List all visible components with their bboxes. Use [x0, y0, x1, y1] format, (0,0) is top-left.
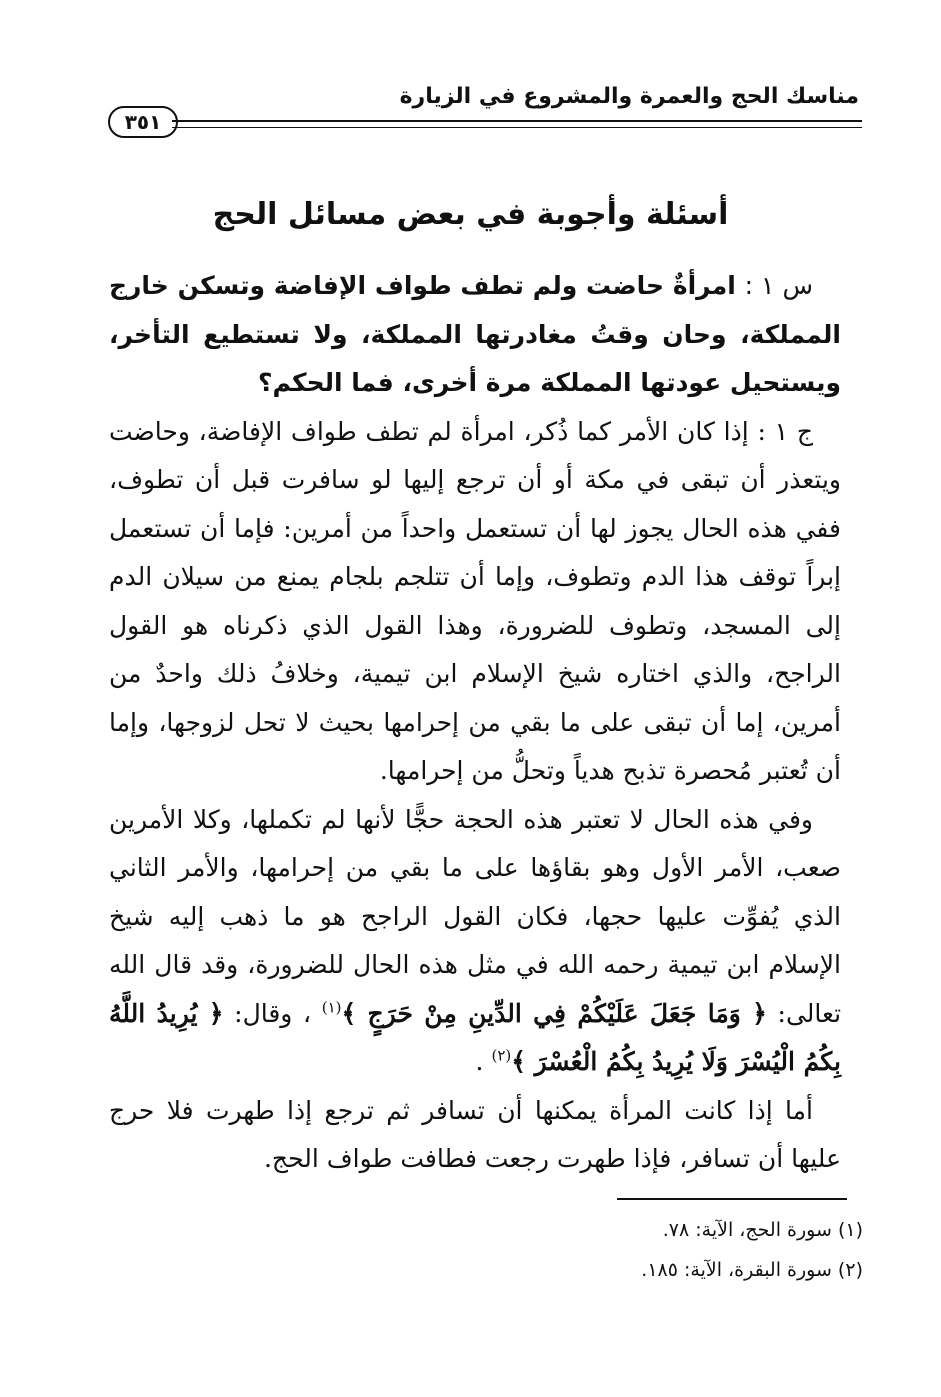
body-text: [109, 262, 841, 1184]
question-text: امرأةٌ حاضت ولم تطف طواف الإفاضة وتسكن خارج المملكة، وحان وقتُ مغادرتها المملكة، ولا تستطيع التأخر، ويستحيل عودتها المملكة مرة أخرى، فما الحكم؟: [109, 271, 841, 397]
answer-label: ج ١ :: [757, 416, 813, 446]
footnote-2: (٢) سورة البقرة، الآية: ١٨٥.: [641, 1259, 863, 1281]
quran-verse-2: ﴿ يُرِيدُ اللَّهُ بِكُمُ الْيُسْرَ وَلَا يُرِيدُ بِكُمُ الْعُسْرَ ﴾: [109, 998, 841, 1076]
question-paragraph: [109, 262, 841, 408]
answer-paragraph-2: [109, 796, 841, 1087]
running-title: مناسك الحج والعمرة والمشروع في الزيارة: [399, 84, 859, 109]
answer-text-2a: وفي هذه الحال لا تعتبر هذه الحجة حجًّا لأنها لم تكملها، وكلا الأمرين صعب، الأمر الأول وهو بقاؤها على ما بقي من إحرامها، والأمر الثاني الذي يُفوِّت عليها حجها، فكان القول الراجح هو ما ذهب إليه شيخ الإسلام ابن تيمية رحمه الله في مثل هذه الحال للضرورة، وقد قال الله تعالى:: [109, 804, 842, 1028]
question-label: س ١ :: [744, 271, 813, 300]
section-title: أسئلة وأجوبة في بعض مسائل الحج: [212, 197, 729, 232]
footnote-rule: [617, 1198, 847, 1200]
footnote-ref-1[interactable]: (١): [321, 998, 342, 1017]
footnote-ref-2[interactable]: (٢): [491, 1046, 512, 1065]
answer-paragraph-1: [109, 408, 841, 796]
footnote-1: (١) سورة الحج، الآية: ٧٨.: [662, 1219, 863, 1241]
page-number: ٣٥١: [108, 106, 178, 138]
quran-verse-1: ﴿ وَمَا جَعَلَ عَلَيْكُمْ فِي الدِّينِ مِنْ حَرَجٍ ﴾: [341, 998, 767, 1028]
answer-paragraph-3: [109, 1087, 841, 1184]
header-rule: [172, 120, 862, 128]
answer-text-2b: ، وقال:: [234, 998, 312, 1028]
answer-text-1: إذا كان الأمر كما ذُكر، امرأة لم تطف طواف الإفاضة، وحاضت ويتعذر أن تبقى في مكة أو أن ترجع إليها لو سافرت قبل أن تطوف، ففي هذه الحال يجوز لها أن تستعمل واحداً من أمرين: فإما أن تستعمل إبراً توقف هذا الدم وتطوف، وإما أن تتلجم بلجام يمنع من سيلان الدم إلى المسجد، وتطوف للضرورة، وهذا القول الذي ذكرناه هو القول الراجح، والذي اختاره شيخ الإسلام ابن تيمية، وخلافُ ذلك واحدٌ من أمرين، إما أن تبقى على ما بقي من إحرامها بحيث لا تحل لزوجها، وإما أن تُعتبر مُحصرة تذبح هدياً وتحلُّ من إحرامها.: [109, 416, 841, 785]
answer-text-3: أما إذا كانت المرأة يمكنها أن تسافر ثم ترجع إذا طهرت فلا حرج عليها أن تسافر، فإذا طهرت رجعت فطافت طواف الحج.: [109, 1095, 841, 1173]
answer-text-2c: .: [475, 1047, 484, 1076]
footnotes: [363, 1210, 863, 1290]
